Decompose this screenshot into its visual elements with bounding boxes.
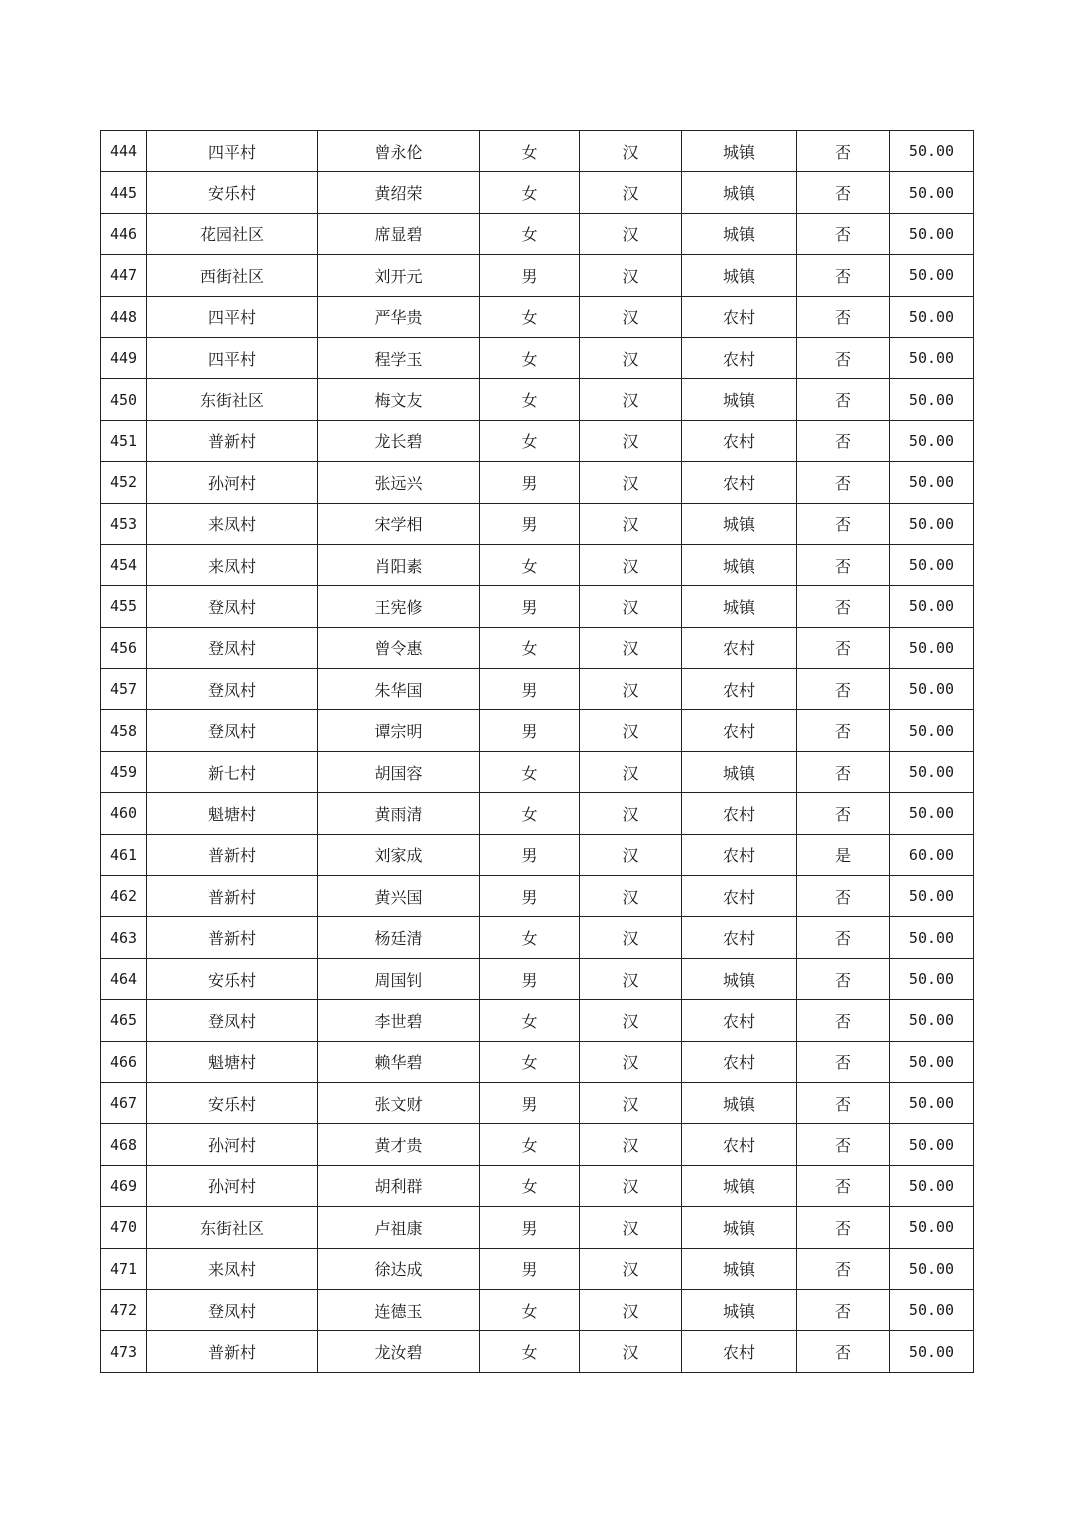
village-name-cell: 安乐村 [147,1082,318,1123]
special-flag-cell: 否 [797,462,890,503]
village-name-cell: 孙河村 [147,462,318,503]
ethnicity-cell: 汉 [580,876,682,917]
village-name-cell: 普新村 [147,420,318,461]
gender-cell: 女 [480,296,580,337]
amount-cell: 50.00 [890,710,974,751]
table-row [101,255,974,296]
table-row [101,1041,974,1082]
special-flag-cell: 否 [797,1165,890,1206]
row-number-cell: 454 [101,544,147,585]
ethnicity-cell: 汉 [580,834,682,875]
residence-type-cell: 农村 [682,1000,797,1041]
table-row [101,1331,974,1372]
gender-cell: 男 [480,710,580,751]
special-flag-cell: 否 [797,1289,890,1330]
table-row [101,1165,974,1206]
village-name-cell: 东街社区 [147,379,318,420]
special-flag-cell: 否 [797,420,890,461]
amount-cell: 50.00 [890,1165,974,1206]
residence-type-cell: 农村 [682,876,797,917]
village-name-cell: 普新村 [147,1331,318,1372]
residence-type-cell: 城镇 [682,213,797,254]
residence-type-cell: 农村 [682,420,797,461]
village-name-cell: 登凤村 [147,627,318,668]
ethnicity-cell: 汉 [580,544,682,585]
gender-cell: 女 [480,1000,580,1041]
row-number-cell: 446 [101,213,147,254]
person-name-cell: 连德玉 [318,1289,480,1330]
special-flag-cell: 否 [797,296,890,337]
ethnicity-cell: 汉 [580,503,682,544]
residence-type-cell: 农村 [682,669,797,710]
amount-cell: 50.00 [890,379,974,420]
amount-cell: 50.00 [890,1041,974,1082]
ethnicity-cell: 汉 [580,1124,682,1165]
ethnicity-cell: 汉 [580,1082,682,1123]
row-number-cell: 444 [101,131,147,172]
ethnicity-cell: 汉 [580,586,682,627]
gender-cell: 男 [480,255,580,296]
person-name-cell: 黄才贵 [318,1124,480,1165]
gender-cell: 女 [480,627,580,668]
amount-cell: 50.00 [890,751,974,792]
ethnicity-cell: 汉 [580,1248,682,1289]
person-name-cell: 朱华国 [318,669,480,710]
ethnicity-cell: 汉 [580,710,682,751]
row-number-cell: 462 [101,876,147,917]
amount-cell: 50.00 [890,255,974,296]
row-number-cell: 447 [101,255,147,296]
residence-type-cell: 农村 [682,834,797,875]
gender-cell: 女 [480,172,580,213]
table-row [101,296,974,337]
ethnicity-cell: 汉 [580,793,682,834]
person-name-cell: 王宪修 [318,586,480,627]
row-number-cell: 461 [101,834,147,875]
ethnicity-cell: 汉 [580,337,682,378]
gender-cell: 女 [480,1289,580,1330]
gender-cell: 女 [480,917,580,958]
village-name-cell: 西街社区 [147,255,318,296]
ethnicity-cell: 汉 [580,296,682,337]
special-flag-cell: 否 [797,1207,890,1248]
person-name-cell: 梅文友 [318,379,480,420]
residence-type-cell: 农村 [682,627,797,668]
amount-cell: 50.00 [890,544,974,585]
person-name-cell: 徐达成 [318,1248,480,1289]
residence-type-cell: 城镇 [682,1165,797,1206]
village-name-cell: 花园社区 [147,213,318,254]
residence-type-cell: 城镇 [682,1207,797,1248]
person-name-cell: 肖阳素 [318,544,480,585]
table-row [101,420,974,461]
row-number-cell: 450 [101,379,147,420]
person-name-cell: 谭宗明 [318,710,480,751]
person-name-cell: 刘开元 [318,255,480,296]
village-name-cell: 登凤村 [147,710,318,751]
person-name-cell: 宋学相 [318,503,480,544]
gender-cell: 女 [480,793,580,834]
special-flag-cell: 否 [797,1041,890,1082]
row-number-cell: 448 [101,296,147,337]
village-name-cell: 魁塘村 [147,793,318,834]
row-number-cell: 469 [101,1165,147,1206]
village-name-cell: 孙河村 [147,1124,318,1165]
residence-type-cell: 城镇 [682,586,797,627]
special-flag-cell: 否 [797,793,890,834]
table-row [101,751,974,792]
amount-cell: 50.00 [890,296,974,337]
row-number-cell: 470 [101,1207,147,1248]
ethnicity-cell: 汉 [580,1289,682,1330]
village-name-cell: 登凤村 [147,1289,318,1330]
row-number-cell: 453 [101,503,147,544]
village-name-cell: 魁塘村 [147,1041,318,1082]
amount-cell: 50.00 [890,337,974,378]
gender-cell: 女 [480,131,580,172]
table-row [101,669,974,710]
gender-cell: 女 [480,544,580,585]
table-row [101,876,974,917]
village-name-cell: 普新村 [147,917,318,958]
gender-cell: 女 [480,1331,580,1372]
row-number-cell: 452 [101,462,147,503]
table-row [101,172,974,213]
residence-type-cell: 农村 [682,917,797,958]
row-number-cell: 456 [101,627,147,668]
ethnicity-cell: 汉 [580,420,682,461]
amount-cell: 50.00 [890,876,974,917]
special-flag-cell: 否 [797,172,890,213]
person-name-cell: 席显碧 [318,213,480,254]
special-flag-cell: 否 [797,213,890,254]
residence-type-cell: 城镇 [682,1248,797,1289]
amount-cell: 50.00 [890,503,974,544]
person-name-cell: 黄绍荣 [318,172,480,213]
residence-type-cell: 农村 [682,1331,797,1372]
table-row [101,917,974,958]
village-name-cell: 四平村 [147,337,318,378]
person-name-cell: 胡国容 [318,751,480,792]
village-name-cell: 东街社区 [147,1207,318,1248]
residence-type-cell: 农村 [682,337,797,378]
gender-cell: 女 [480,1124,580,1165]
table-row [101,1248,974,1289]
table-row [101,213,974,254]
person-name-cell: 黄雨清 [318,793,480,834]
amount-cell: 50.00 [890,669,974,710]
amount-cell: 50.00 [890,462,974,503]
row-number-cell: 466 [101,1041,147,1082]
ethnicity-cell: 汉 [580,1331,682,1372]
village-name-cell: 普新村 [147,876,318,917]
row-number-cell: 451 [101,420,147,461]
ethnicity-cell: 汉 [580,172,682,213]
row-number-cell: 460 [101,793,147,834]
amount-cell: 50.00 [890,1207,974,1248]
person-name-cell: 刘家成 [318,834,480,875]
person-name-cell: 卢祖康 [318,1207,480,1248]
gender-cell: 男 [480,1082,580,1123]
table-row [101,793,974,834]
row-number-cell: 473 [101,1331,147,1372]
amount-cell: 50.00 [890,1331,974,1372]
gender-cell: 男 [480,586,580,627]
person-name-cell: 李世碧 [318,1000,480,1041]
records-table-body [101,131,974,1373]
table-row [101,544,974,585]
person-name-cell: 程学玉 [318,337,480,378]
residence-type-cell: 城镇 [682,379,797,420]
residence-type-cell: 城镇 [682,544,797,585]
ethnicity-cell: 汉 [580,627,682,668]
ethnicity-cell: 汉 [580,751,682,792]
table-row [101,834,974,875]
residence-type-cell: 城镇 [682,255,797,296]
person-name-cell: 黄兴国 [318,876,480,917]
special-flag-cell: 否 [797,1082,890,1123]
village-name-cell: 四平村 [147,131,318,172]
row-number-cell: 457 [101,669,147,710]
person-name-cell: 胡利群 [318,1165,480,1206]
special-flag-cell: 否 [797,751,890,792]
row-number-cell: 465 [101,1000,147,1041]
table-row [101,1207,974,1248]
gender-cell: 女 [480,420,580,461]
gender-cell: 女 [480,1041,580,1082]
row-number-cell: 472 [101,1289,147,1330]
row-number-cell: 458 [101,710,147,751]
person-name-cell: 张远兴 [318,462,480,503]
row-number-cell: 468 [101,1124,147,1165]
residence-type-cell: 农村 [682,1041,797,1082]
village-name-cell: 登凤村 [147,1000,318,1041]
special-flag-cell: 否 [797,379,890,420]
village-name-cell: 安乐村 [147,958,318,999]
amount-cell: 50.00 [890,131,974,172]
special-flag-cell: 否 [797,876,890,917]
ethnicity-cell: 汉 [580,1000,682,1041]
village-name-cell: 登凤村 [147,669,318,710]
row-number-cell: 449 [101,337,147,378]
special-flag-cell: 否 [797,669,890,710]
table-row [101,1082,974,1123]
gender-cell: 男 [480,669,580,710]
amount-cell: 50.00 [890,1000,974,1041]
village-name-cell: 新七村 [147,751,318,792]
gender-cell: 男 [480,1207,580,1248]
amount-cell: 50.00 [890,172,974,213]
special-flag-cell: 否 [797,1248,890,1289]
table-row [101,462,974,503]
amount-cell: 50.00 [890,213,974,254]
special-flag-cell: 否 [797,710,890,751]
gender-cell: 女 [480,1165,580,1206]
residence-type-cell: 城镇 [682,751,797,792]
row-number-cell: 471 [101,1248,147,1289]
amount-cell: 50.00 [890,1082,974,1123]
table-row [101,710,974,751]
amount-cell: 50.00 [890,627,974,668]
residence-type-cell: 城镇 [682,1289,797,1330]
person-name-cell: 龙长碧 [318,420,480,461]
table-row [101,1000,974,1041]
village-name-cell: 四平村 [147,296,318,337]
gender-cell: 男 [480,834,580,875]
residence-type-cell: 农村 [682,296,797,337]
ethnicity-cell: 汉 [580,669,682,710]
gender-cell: 女 [480,337,580,378]
gender-cell: 女 [480,379,580,420]
person-name-cell: 严华贵 [318,296,480,337]
residence-type-cell: 城镇 [682,131,797,172]
special-flag-cell: 否 [797,917,890,958]
person-name-cell: 曾永伦 [318,131,480,172]
row-number-cell: 445 [101,172,147,213]
amount-cell: 50.00 [890,793,974,834]
residence-type-cell: 城镇 [682,1082,797,1123]
person-name-cell: 周国钊 [318,958,480,999]
row-number-cell: 455 [101,586,147,627]
table-row [101,1124,974,1165]
special-flag-cell: 否 [797,503,890,544]
village-name-cell: 登凤村 [147,586,318,627]
village-name-cell: 来凤村 [147,1248,318,1289]
special-flag-cell: 否 [797,1124,890,1165]
person-name-cell: 张文财 [318,1082,480,1123]
row-number-cell: 464 [101,958,147,999]
ethnicity-cell: 汉 [580,917,682,958]
amount-cell: 50.00 [890,586,974,627]
table-row [101,627,974,668]
person-name-cell: 曾令惠 [318,627,480,668]
amount-cell: 50.00 [890,1248,974,1289]
residence-type-cell: 农村 [682,710,797,751]
gender-cell: 女 [480,213,580,254]
gender-cell: 男 [480,876,580,917]
table-row [101,586,974,627]
village-name-cell: 安乐村 [147,172,318,213]
ethnicity-cell: 汉 [580,1041,682,1082]
residence-type-cell: 农村 [682,1124,797,1165]
residence-type-cell: 城镇 [682,958,797,999]
ethnicity-cell: 汉 [580,462,682,503]
table-row [101,379,974,420]
special-flag-cell: 否 [797,958,890,999]
village-name-cell: 来凤村 [147,544,318,585]
gender-cell: 男 [480,503,580,544]
residence-type-cell: 城镇 [682,503,797,544]
ethnicity-cell: 汉 [580,131,682,172]
table-row [101,1289,974,1330]
ethnicity-cell: 汉 [580,213,682,254]
row-number-cell: 467 [101,1082,147,1123]
gender-cell: 男 [480,958,580,999]
special-flag-cell: 是 [797,834,890,875]
amount-cell: 50.00 [890,958,974,999]
row-number-cell: 463 [101,917,147,958]
row-number-cell: 459 [101,751,147,792]
person-name-cell: 赖华碧 [318,1041,480,1082]
amount-cell: 50.00 [890,1289,974,1330]
gender-cell: 男 [480,462,580,503]
special-flag-cell: 否 [797,627,890,668]
residence-type-cell: 城镇 [682,172,797,213]
gender-cell: 男 [480,1248,580,1289]
special-flag-cell: 否 [797,586,890,627]
special-flag-cell: 否 [797,255,890,296]
ethnicity-cell: 汉 [580,1207,682,1248]
amount-cell: 50.00 [890,1124,974,1165]
village-name-cell: 来凤村 [147,503,318,544]
residence-type-cell: 农村 [682,793,797,834]
village-name-cell: 孙河村 [147,1165,318,1206]
table-row [101,131,974,172]
special-flag-cell: 否 [797,544,890,585]
ethnicity-cell: 汉 [580,1165,682,1206]
gender-cell: 女 [480,751,580,792]
residence-type-cell: 农村 [682,462,797,503]
ethnicity-cell: 汉 [580,255,682,296]
special-flag-cell: 否 [797,1000,890,1041]
records-table [100,130,974,1373]
ethnicity-cell: 汉 [580,379,682,420]
table-row [101,337,974,378]
person-name-cell: 杨廷清 [318,917,480,958]
amount-cell: 60.00 [890,834,974,875]
special-flag-cell: 否 [797,1331,890,1372]
ethnicity-cell: 汉 [580,958,682,999]
special-flag-cell: 否 [797,337,890,378]
special-flag-cell: 否 [797,131,890,172]
village-name-cell: 普新村 [147,834,318,875]
table-row [101,958,974,999]
table-row [101,503,974,544]
amount-cell: 50.00 [890,420,974,461]
person-name-cell: 龙汝碧 [318,1331,480,1372]
amount-cell: 50.00 [890,917,974,958]
